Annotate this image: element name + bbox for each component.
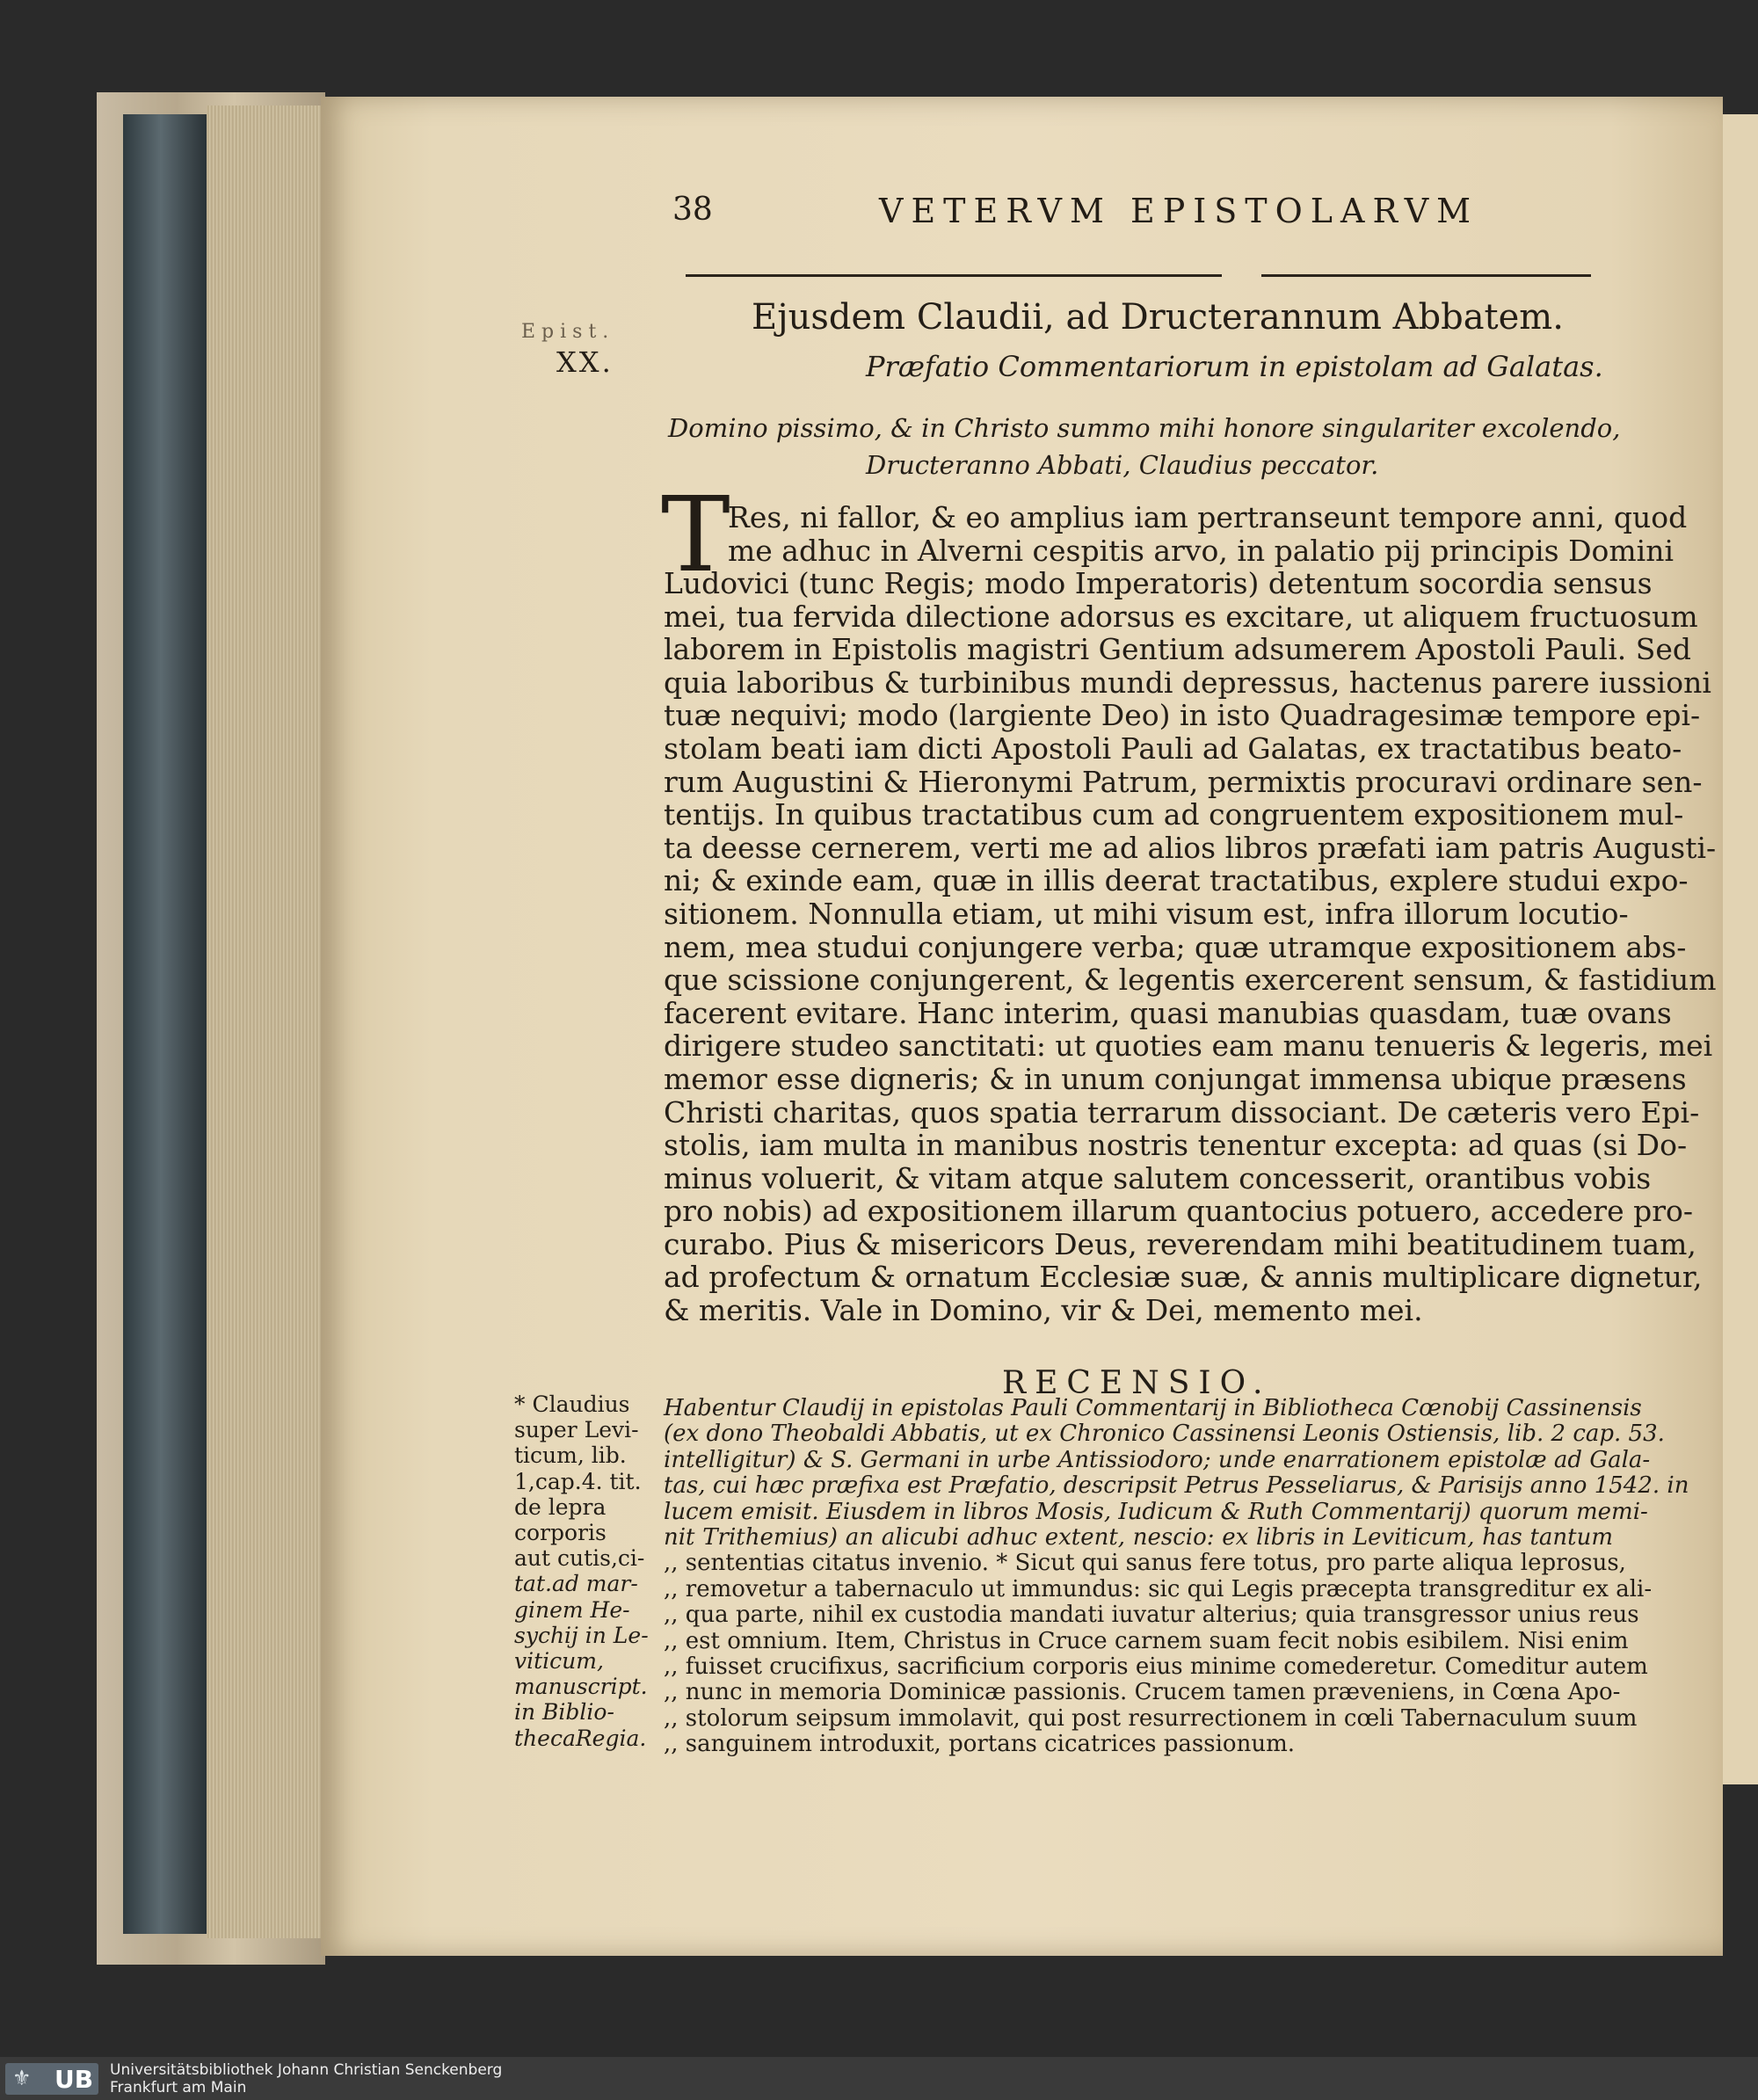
recensio-line: Habentur Claudij in epistolas Pauli Commentarij in Bibliotheca Cœnobij Cassinensis bbox=[664, 1395, 1642, 1421]
recensio-line: nit Trithemius) an alicubi adhuc extent, nescio: ex libris in Leviticum, has tantum bbox=[664, 1524, 1613, 1551]
recensio-line: ,, nunc in memoria Dominicæ passionis. Crucem tamen præveniens, in Cœna Apo- bbox=[664, 1679, 1621, 1706]
body-line: minus voluerit, & vitam atque salutem concesserit, orantibus vobis bbox=[664, 1160, 1652, 1195]
body-line: laborem in Epistolis magistri Gentium adsumerem Apostoli Pauli. Sed bbox=[664, 632, 1692, 667]
body-line: quia laboribus & turbinibus mundi depressus, hactenus parere iussioni bbox=[664, 665, 1711, 700]
margin-note-line: manuscript. bbox=[514, 1674, 648, 1700]
body-line: tentijs. In quibus tractatibus cum ad congruentem expositionem mul- bbox=[664, 797, 1684, 832]
body-line: Christi charitas, quos spatia terrarum dissociant. De cæteris vero Epi- bbox=[664, 1094, 1700, 1130]
dedication-line: Domino pissimo, & in Christo summo mihi honore singulariter excolendo, bbox=[668, 413, 1621, 443]
body-line: nem, mea studui conjungere verba; quæ utramque expositionem abs- bbox=[664, 929, 1687, 964]
header-rule-right bbox=[1261, 274, 1591, 277]
body-text-first bbox=[728, 500, 1688, 568]
recensio-line: lucem emisit. Eiusdem in libros Mosis, Iudicum & Ruth Commentarij) quorum memi- bbox=[664, 1498, 1648, 1525]
body-line: ad profectum & ornatum Ecclesiæ suæ, & annis multiplicare dignetur, bbox=[664, 1260, 1703, 1295]
body-line: & meritis. Vale in Domino, vir & Dei, memento mei. bbox=[664, 1293, 1423, 1328]
body-line: sitionem. Nonnulla etiam, ut mihi visum est, infra illorum locutio- bbox=[664, 896, 1629, 931]
body-line: stolis, iam multa in manibus nostris tenentur excepta: ad quas (si Do- bbox=[664, 1128, 1688, 1163]
margin-note-line: thecaRegia. bbox=[514, 1725, 647, 1751]
epistle-label: Epist. bbox=[521, 321, 615, 343]
page-edges bbox=[207, 105, 321, 1938]
body-line: tuæ nequivi; modo (largiente Deo) in isto Quadragesimæ tempore epi- bbox=[664, 698, 1701, 733]
recensio-text bbox=[664, 1395, 1689, 1758]
margin-note-line: aut cutis,ci- bbox=[514, 1545, 645, 1572]
margin-note-line: corporis bbox=[514, 1520, 607, 1546]
facing-page-edge bbox=[1718, 114, 1758, 1784]
body-line: memor esse digneris; & in unum conjungat immensa ubique præsens bbox=[664, 1061, 1687, 1096]
running-head: VETERVM EPISTOLARVM bbox=[879, 192, 1479, 230]
recensio-line: ,, stolorum seipsum immolavit, qui post resurrectionem in cœli Tabernaculum suum bbox=[664, 1704, 1638, 1732]
body-line: facerent evitare. Hanc interim, quasi manubias quasdam, tuæ ovans bbox=[664, 995, 1672, 1030]
dedication-line: Dructeranno Abbati, Claudius peccator. bbox=[866, 450, 1379, 480]
margin-note-line: sychij in Le- bbox=[514, 1622, 649, 1648]
margin-note-line: 1,cap.4. tit. bbox=[514, 1468, 642, 1494]
body-line: rum Augustini & Hieronymi Patrum, permixtis procuravi ordinare sen- bbox=[664, 764, 1703, 799]
margin-note-line: ginem He- bbox=[514, 1596, 630, 1623]
body-line: Ludovici (tunc Regis; modo Imperatoris) detentum socordia sensus bbox=[664, 566, 1653, 600]
recensio-line: ,, removetur a tabernaculo ut immundus: sic qui Legis præcepta transgreditur ex ali- bbox=[664, 1575, 1653, 1602]
library-city: Frankfurt am Main bbox=[110, 2079, 247, 2096]
body-line: me adhuc in Alverni cespitis arvo, in palatio pij principis Domini bbox=[728, 533, 1674, 568]
drop-cap: T bbox=[661, 474, 730, 595]
body-line: ni; & exinde eam, quæ in illis deerat tractatibus, explere studui expo- bbox=[664, 863, 1689, 898]
margin-note-line: * Claudius bbox=[514, 1392, 630, 1417]
margin-note-line: super Levi- bbox=[514, 1417, 639, 1443]
library-name: Universitätsbibliothek Johann Christian Senckenberg bbox=[110, 2061, 503, 2079]
body-text bbox=[664, 566, 1717, 1328]
recensio-line: ,, est omnium. Item, Christus in Cruce carnem suam fecit nobis esibilem. Nisi enim bbox=[664, 1627, 1629, 1654]
margin-note bbox=[514, 1392, 649, 1751]
recensio-line: ,, sanguinem introduxit, portans cicatrices passionum. bbox=[664, 1731, 1295, 1758]
body-line: stolam beati iam dicti Apostoli Pauli ad Galatas, ex tractatibus beato- bbox=[664, 730, 1682, 766]
margin-note-line: viticum, bbox=[514, 1648, 604, 1675]
margin-note-line: tat.ad mar- bbox=[514, 1571, 638, 1597]
recensio-line: ,, sententias citatus invenio. * Sicut qui sanus fere totus, pro parte aliqua leprosus, bbox=[664, 1550, 1626, 1577]
header-rule-left bbox=[686, 274, 1222, 277]
body-line: que scissione conjungerent, & legentis exercerent sensum, & fastidium bbox=[664, 963, 1717, 998]
recensio-line: (ex dono Theobaldi Abbatis, ut ex Chronico Cassinensi Leonis Ostiensis, lib. 2 cap. 53. bbox=[664, 1421, 1665, 1448]
margin-note-line: de lepra bbox=[514, 1493, 607, 1520]
recensio-line: ,, fuisset crucifixus, sacrificium corporis eius minime comederetur. Comeditur autem bbox=[664, 1653, 1648, 1681]
margin-note-line: in Biblio- bbox=[514, 1699, 614, 1726]
body-line: Res, ni fallor, & eo amplius iam pertranseunt tempore anni, quod bbox=[728, 500, 1688, 534]
letter-subtitle: Præfatio Commentariorum in epistolam ad Galatas. bbox=[866, 350, 1603, 383]
recensio-line: intelligitur) & S. Germani in urbe Antissiodoro; unde enarrationem epistolæ ad Gala- bbox=[664, 1446, 1651, 1473]
body-line: curabo. Pius & misericors Deus, reverendam mihi beatitudinem tuam, bbox=[664, 1226, 1696, 1261]
page-number: 38 bbox=[672, 192, 713, 228]
recensio-line: tas, cui hæc præfixa est Præfatio, descripsit Petrus Pesseliarus, & Parisijs anno 1542. in bbox=[664, 1472, 1689, 1500]
body-line: mei, tua fervida dilectione adorsus es excitare, ut aliquem fructuosum bbox=[664, 599, 1698, 634]
recensio-line: ,, qua parte, nihil ex custodia mandati iuvatur alterius; quia transgressor unius reus bbox=[664, 1602, 1639, 1629]
body-line: pro nobis) ad expositionem illarum quantocius potuero, accedere pro- bbox=[664, 1194, 1694, 1229]
recensio-heading: RECENSIO. bbox=[1002, 1365, 1272, 1401]
letter-title: Ejusdem Claudii, ad Dructerannum Abbatem. bbox=[752, 297, 1564, 338]
margin-note-line: ticum, lib. bbox=[514, 1442, 627, 1469]
ub-logo-text: UB bbox=[54, 2065, 94, 2094]
book-spine bbox=[123, 114, 207, 1934]
library-emblem-icon: ⚜ bbox=[12, 2066, 32, 2090]
epistle-number: XX. bbox=[556, 345, 614, 379]
body-line: dirigere studeo sanctitati: ut quoties eam manu tenueris & legeris, mei bbox=[664, 1028, 1713, 1064]
body-line: ta deesse cernerem, verti me ad alios libros præfati iam patris Augusti- bbox=[664, 830, 1717, 865]
